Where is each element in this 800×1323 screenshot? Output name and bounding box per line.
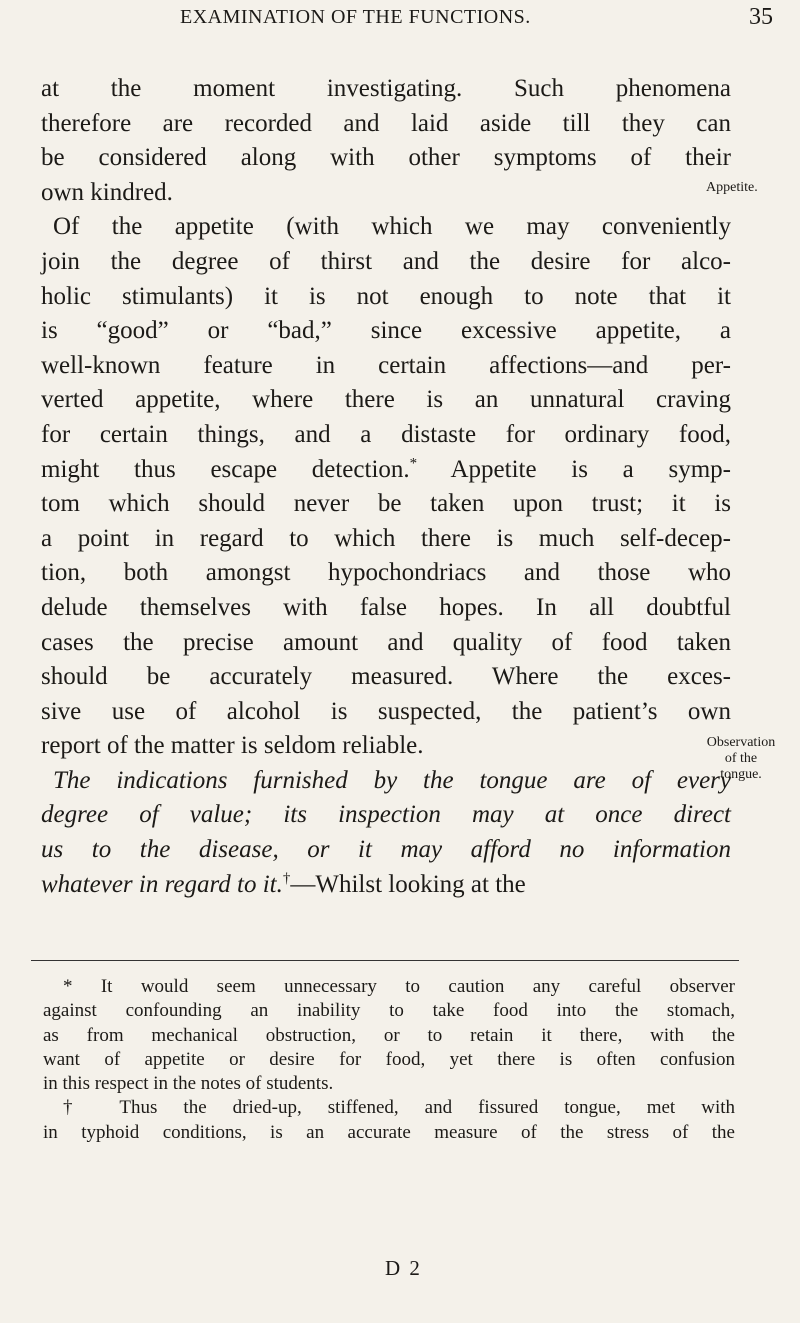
text-line: cases the precise amount and quality of food taken <box>41 628 731 656</box>
text-line: sive use of alcohol is suspected, the patient’s own <box>41 697 731 725</box>
running-title: EXAMINATION OF THE FUNCTIONS. <box>180 6 531 28</box>
footnote-line: † Thus the dried-up, stiffened, and fissured tongue, met with <box>63 1097 735 1119</box>
sidenote-line: Observation <box>706 735 776 750</box>
footnote-marker: † <box>282 870 291 887</box>
text-line: delude themselves with false hopes. In all doubtful <box>41 593 731 621</box>
footnote-line: in this respect in the notes of students. <box>43 1073 334 1095</box>
footnotes <box>43 975 735 1145</box>
text-line: be considered along with other symptoms of their <box>41 144 731 172</box>
footnote-line: * It would seem unnecessary to caution any careful observer <box>63 976 735 997</box>
italic-line: The indications furnished by the tongue are of every <box>53 766 731 794</box>
text-line: should be accurately measured. Where the exces- <box>41 663 731 691</box>
text-line: Of the appetite (with which we may conveniently <box>53 213 731 241</box>
text-line: holic stimulants) it is not enough to note that it <box>41 282 731 310</box>
text-line: at the moment investigating. Such phenomena <box>41 75 731 102</box>
text-line: report of the matter is seldom reliable. <box>41 732 424 760</box>
footnote-line: as from mechanical obstruction, or to retain it there, with the <box>43 1024 735 1046</box>
sidenote-line: of the <box>724 751 758 766</box>
sidenote-line: tongue. <box>720 767 762 782</box>
sidenote-observation <box>700 735 782 783</box>
text-line: therefore are recorded and laid aside till they can <box>41 109 731 137</box>
footnote-divider <box>31 960 739 961</box>
sidenote-appetite: Appetite. <box>706 180 758 195</box>
text-line: well-known feature in certain affections—and per- <box>41 351 731 379</box>
text-line <box>41 868 731 903</box>
text-fragment: Appetite is a symp- <box>417 455 731 483</box>
text-line: a point in regard to which there is much self-decep- <box>41 524 731 552</box>
footnote-line: want of appetite or desire for food, yet there is often confusion <box>43 1048 735 1070</box>
signature-mark: D 2 <box>385 1256 422 1280</box>
italic-fragment: whatever in regard to it. <box>41 870 283 898</box>
text-line: verted appetite, where there is an unnatural craving <box>41 386 731 414</box>
body-text <box>41 72 731 902</box>
text-line: own kindred. <box>41 178 173 206</box>
text-line: tion, both amongst hypochondriacs and those who <box>41 559 731 587</box>
text-line: join the degree of thirst and the desire for alco- <box>41 247 731 275</box>
page-number: 35 <box>749 4 773 30</box>
text-line: is “good” or “bad,” since excessive appetite, a <box>41 317 731 345</box>
footnote-line: against confounding an inability to take food into the stomach, <box>43 1000 735 1022</box>
text-line: for certain things, and a distaste for ordinary food, <box>41 420 731 448</box>
italic-line: degree of value; its inspection may at once direct <box>41 801 731 829</box>
text-fragment: —Whilst looking at the <box>290 870 526 898</box>
italic-line: us to the disease, or it may afford no information <box>41 836 731 864</box>
text-fragment: might thus escape detection. <box>41 455 410 483</box>
footnote-line: in typhoid conditions, is an accurate measure of the stress of the <box>43 1121 735 1143</box>
text-line: tom which should never be taken upon trust; it is <box>41 490 731 518</box>
footnote-marker: * <box>409 455 418 472</box>
text-line <box>41 453 731 488</box>
